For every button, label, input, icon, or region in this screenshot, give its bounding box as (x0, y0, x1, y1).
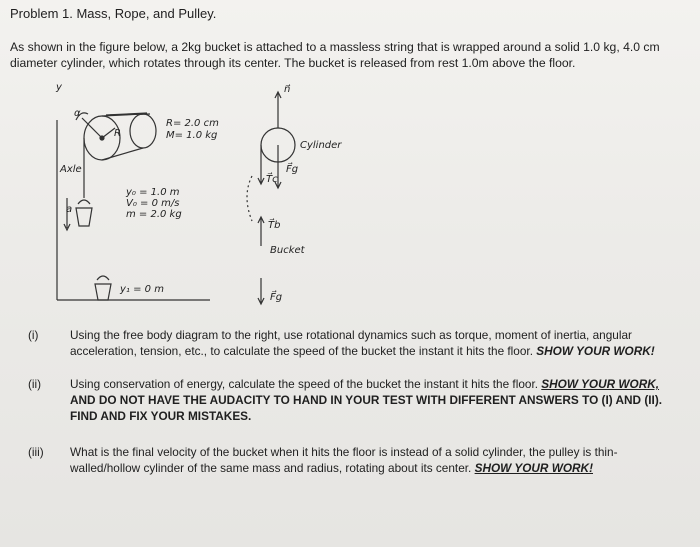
problem-intro: As shown in the figure below, a 2kg bucket is attached to a massless string that is wrapped around a solid 1.0 kg, 4.0 cm diameter cylinder, which rotates through its center. The bucket is released from rest 1.0m above the floor. (10, 40, 660, 70)
bucket-top (76, 208, 92, 226)
tension-bucket-label: T⃗b (268, 220, 281, 231)
mass-value: M= 1.0 kg (166, 130, 218, 141)
radius-value: R= 2.0 cm (166, 118, 219, 129)
alpha-label: α (74, 108, 81, 119)
normal-force-label: n⃗ (284, 84, 291, 95)
tension-cylinder-label: T⃗c (266, 174, 278, 185)
fbd-cylinder-label: Cylinder (300, 140, 342, 151)
y-axis-label: y (56, 82, 62, 93)
question-1-number: (i) (28, 328, 39, 342)
final-height: y₁ = 0 m (120, 284, 164, 295)
axle-label: Axle (60, 164, 82, 175)
question-2-number: (ii) (28, 377, 42, 391)
question-3-text: What is the final velocity of the bucket when it hits the floor is instead of a solid cylinder, the pulley is thin-walled/hollow cylinder of the same mass and radius, rotating about its center. SHOW YOUR WORK! (70, 445, 618, 475)
question-3-number: (iii) (28, 445, 44, 459)
initial-velocity: V₀ = 0 m/s (126, 198, 180, 209)
question-2-text: Using conservation of energy, calculate the speed of the bucket the instant it hits the floor. SHOW YOUR WORK, AND DO NOT HAVE THE AUDACITY TO HAND IN YOUR TEST WITH DIFFERENT ANSWERS TO (I) AND (II). FIND AND FIX YOUR MISTAKES. (70, 377, 663, 423)
bucket-bottom (95, 284, 111, 300)
problem-title: Problem 1. Mass, Rope, and Pulley. (10, 6, 217, 21)
bucket-mass: m = 2.0 kg (126, 209, 182, 220)
radius-label: R (114, 128, 121, 139)
gravity-force-cylinder-label: F⃗g (286, 164, 299, 175)
pulley-figure (40, 78, 370, 318)
cylinder-back (130, 114, 156, 148)
gravity-force-bucket-label: F⃗g (270, 292, 283, 303)
question-1-text: Using the free body diagram to the right, use rotational dynamics such as torque, moment of inertia, angular acceleration, tension, etc., to calculate the speed of the bucket the instant it hits the floor. SHOW YOUR WORK! (70, 328, 655, 358)
accel-label: a (66, 204, 73, 215)
fbd-bucket-label: Bucket (270, 245, 305, 256)
initial-height: y₀ = 1.0 m (126, 187, 180, 198)
